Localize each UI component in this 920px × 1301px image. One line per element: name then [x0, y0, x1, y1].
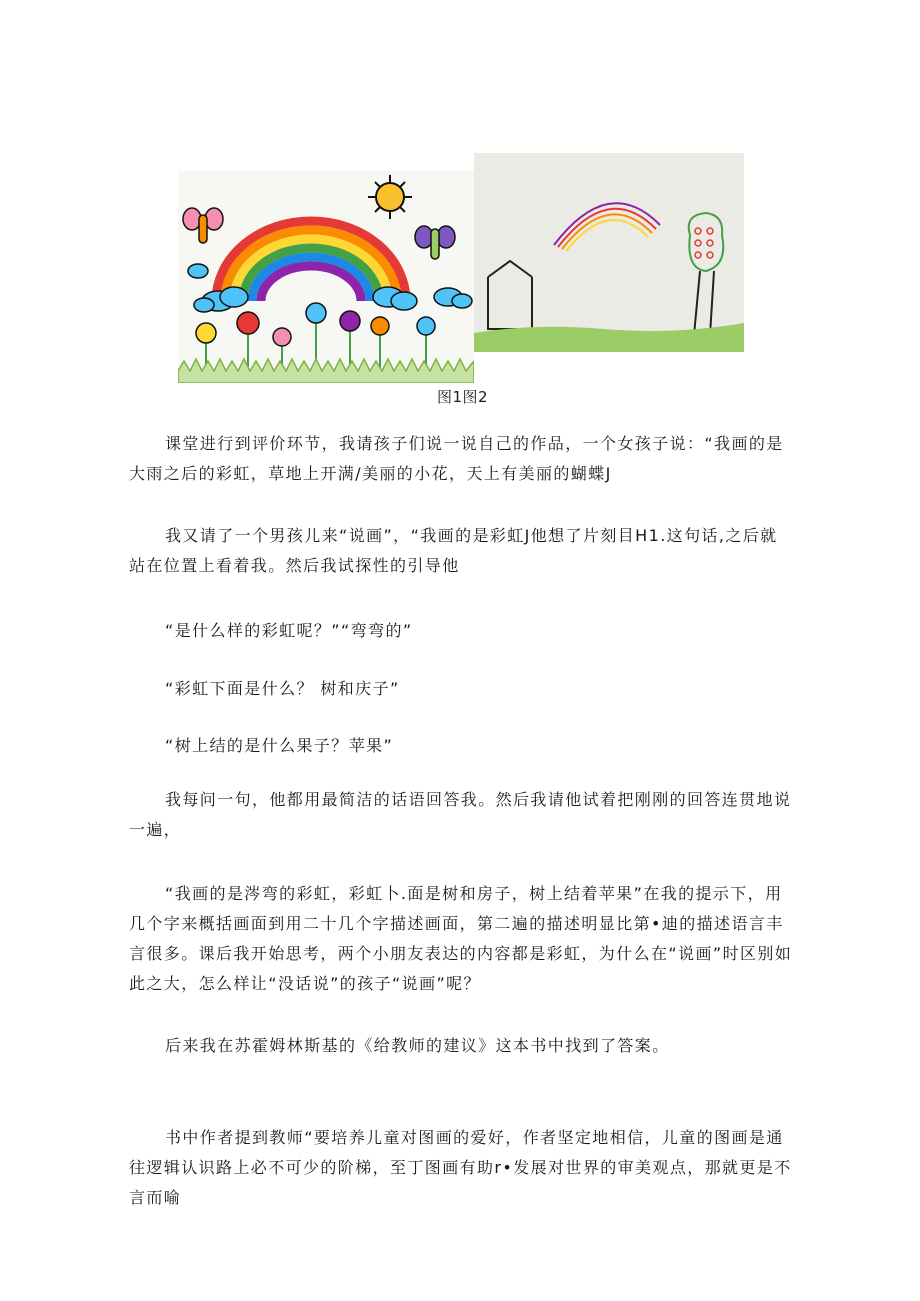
dialogue-line-2: “彩虹下面是什么？ 树和庆子”: [165, 679, 400, 698]
paragraph-answers: 我每问一句，他都用最简洁的话语回答我。然后我请他试着把刚刚的回答连贯地说一遍，: [129, 790, 792, 839]
paragraph-evaluation: 课堂进行到评价环节，我请孩子们说一说自己的作品，一个女孩子说：“我画的是大雨之后的彩虹，草地上开满/美丽的小花，天上有美丽的蝴蝶J: [129, 434, 784, 483]
drawing-paper: [474, 153, 744, 352]
rainbow-house-tree-drawing: [474, 153, 744, 352]
paragraph-reflection: “我画的是涔弯的彩虹，彩虹卜.面是树和房子，树上结着苹果”在我的提示下，用几个字来概括画面到用二十几个字描述画面，第二遍的描述明显比第•迪的描述语言丰言很多。课后我开始思考，两个小朋友表达的内容都是彩虹，为什么在“说画”时区别如此之大，怎么样让“没话说”的孩子“说画”呢？: [129, 884, 793, 993]
dialogue-line-1: “是什么样的彩虹呢？”“弯弯的”: [165, 621, 413, 640]
paragraph-boy-speaks: 我又请了一个男孩儿来“说画”，“我画的是彩虹J他想了片刻目H1.这句话,之后就站在位置上看着我。然后我试探性的引导他: [129, 526, 778, 575]
figure-caption: 图1图2: [437, 388, 489, 406]
paragraph-book: 后来我在苏霍姆林斯基的《给教师的建议》这本书中找到了答案。: [165, 1036, 670, 1055]
rainbow-flowers-drawing: [178, 171, 474, 383]
dialogue-line-3: “树上结的是什么果子？苹果”: [165, 736, 394, 755]
paragraph-quote: 书中作者提到教师“要培养儿童对图画的爱好，作者坚定地相信，儿童的图画是通往逻辑认识路上必不可少的阶梯，至丁图画有助r•发展对世界的审美观点，那就更是不言而喻: [129, 1128, 792, 1207]
